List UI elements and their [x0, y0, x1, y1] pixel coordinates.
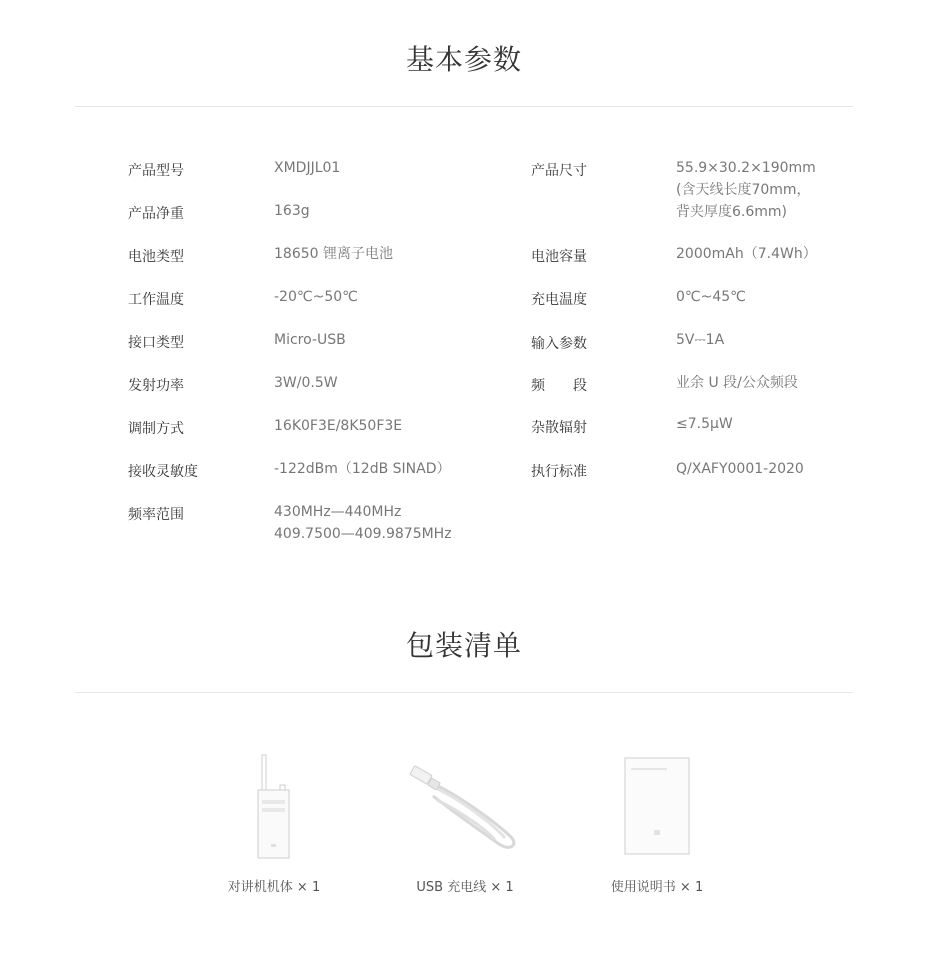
- spec-label-input: 输入参数: [531, 336, 587, 352]
- usb-cable-icon: [395, 752, 535, 862]
- basic-params-divider: [75, 106, 853, 107]
- package-item-label: USB 充电线 × 1: [416, 880, 514, 895]
- package-item-walkie-talkie: [204, 752, 344, 895]
- spec-value-working-temp: -20℃~50℃: [274, 289, 358, 305]
- spec-value-frequency-range: 430MHz—440MHz 409.7500—409.9875MHz: [274, 504, 452, 542]
- spec-value-dimensions: 55.9×30.2×190mm (含天线长度70mm， 背夹厚度6.6mm): [676, 160, 816, 220]
- spec-label-dimensions: 产品尺寸: [531, 163, 587, 179]
- spec-value-spurious-emission: ≤7.5μW: [676, 416, 733, 432]
- package-item-manual: [587, 752, 727, 895]
- package-item-label: 使用说明书 × 1: [610, 880, 704, 895]
- spec-value-tx-power: 3W/0.5W: [274, 375, 338, 391]
- spec-value-model: XMDJJL01: [274, 160, 341, 176]
- package-item-usb-cable: [395, 752, 535, 895]
- spec-label-model: 产品型号: [128, 163, 184, 179]
- spec-label-tx-power: 发射功率: [128, 378, 184, 394]
- spec-value-battery-capacity: 2000mAh（7.4Wh）: [676, 246, 817, 262]
- spec-label-sensitivity: 接收灵敏度: [128, 464, 198, 480]
- spec-label-battery-type: 电池类型: [128, 249, 184, 265]
- spec-value-sensitivity: -122dBm（12dB SINAD）: [274, 461, 451, 477]
- spec-value-standard: Q/XAFY0001-2020: [676, 461, 804, 477]
- spec-value-band: 业余 U 段/公众频段: [676, 375, 798, 391]
- spec-value-modulation: 16K0F3E/8K50F3E: [274, 418, 403, 434]
- manual-icon: [587, 752, 727, 862]
- spec-value-battery-type: 18650 锂离子电池: [274, 246, 393, 262]
- spec-value-interface: Micro-USB: [274, 332, 346, 348]
- spec-label-modulation: 调制方式: [128, 421, 184, 437]
- spec-label-band: 频 段: [531, 378, 587, 394]
- package-list-title: 包装清单: [405, 629, 522, 662]
- spec-label-frequency-range: 频率范围: [128, 507, 184, 523]
- spec-label-standard: 执行标准: [531, 464, 587, 480]
- spec-value-weight: 163g: [274, 203, 310, 219]
- spec-value-charging-temp: 0℃~45℃: [676, 289, 746, 305]
- spec-label-battery-capacity: 电池容量: [531, 249, 587, 265]
- walkie-talkie-icon: [204, 752, 344, 862]
- spec-label-interface: 接口类型: [128, 335, 184, 351]
- spec-label-weight: 产品净重: [128, 206, 184, 222]
- spec-label-spurious-emission: 杂散辐射: [531, 420, 587, 436]
- spec-label-working-temp: 工作温度: [128, 292, 184, 308]
- spec-label-charging-temp: 充电温度: [531, 292, 587, 308]
- package-item-label: 对讲机机体 × 1: [227, 880, 321, 895]
- spec-value-input: 5V⎓1A: [676, 332, 725, 348]
- package-list-divider: [75, 692, 853, 693]
- basic-params-title: 基本参数: [405, 43, 522, 76]
